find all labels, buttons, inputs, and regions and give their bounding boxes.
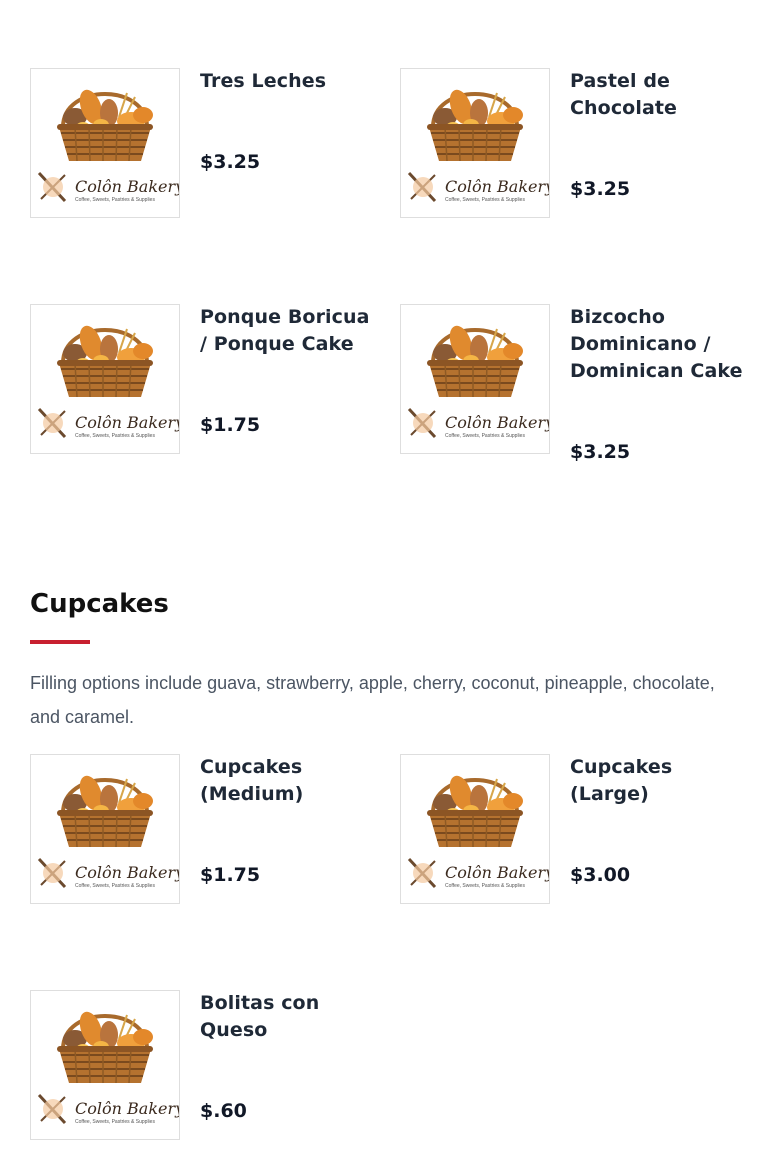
item-thumbnail[interactable]: [400, 304, 550, 454]
section-title: Cupcakes: [30, 589, 169, 619]
item-thumbnail[interactable]: [30, 68, 180, 218]
item-name[interactable]: Cupcakes (Medium): [200, 756, 304, 805]
menu-item[interactable]: [30, 304, 390, 454]
item-thumbnail[interactable]: [30, 754, 180, 904]
item-price: $1.75: [200, 414, 261, 436]
item-name[interactable]: Ponque Boricua / Ponque Cake: [200, 306, 370, 355]
item-price: $3.25: [200, 151, 261, 173]
item-thumbnail[interactable]: [400, 754, 550, 904]
item-thumbnail[interactable]: [30, 304, 180, 454]
menu-item[interactable]: [30, 754, 390, 904]
bread-basket-icon: [401, 755, 549, 903]
bread-basket-icon: [401, 305, 549, 453]
section-description: Filling options include guava, strawberry, apple, cherry, coconut, pineapple, chocolate, and caramel.: [30, 673, 715, 727]
item-name[interactable]: Bolitas con Queso: [200, 992, 320, 1041]
item-thumbnail[interactable]: [400, 68, 550, 218]
item-name[interactable]: Pastel de Chocolate: [570, 70, 678, 119]
item-price: $3.25: [570, 178, 631, 200]
item-price: $1.75: [200, 864, 261, 886]
bread-basket-icon: [31, 305, 179, 453]
item-name[interactable]: Bizcocho Dominicano / Dominican Cake: [570, 306, 743, 382]
bread-basket-icon: [31, 991, 179, 1139]
item-thumbnail[interactable]: [30, 990, 180, 1140]
item-price: $3.00: [570, 864, 631, 886]
menu-item[interactable]: [400, 754, 760, 904]
item-price: $3.25: [570, 441, 631, 463]
menu-item[interactable]: [400, 304, 760, 474]
section-title-underline: [30, 640, 90, 644]
menu-item[interactable]: [30, 68, 390, 218]
item-name[interactable]: Tres Leches: [200, 70, 327, 92]
item-name[interactable]: Cupcakes (Large): [570, 756, 673, 805]
bread-basket-icon: [401, 69, 549, 217]
bread-basket-icon: [31, 69, 179, 217]
bread-basket-icon: [31, 755, 179, 903]
item-price: $.60: [200, 1100, 247, 1122]
menu-item[interactable]: [400, 68, 760, 218]
menu-item[interactable]: [30, 990, 390, 1140]
